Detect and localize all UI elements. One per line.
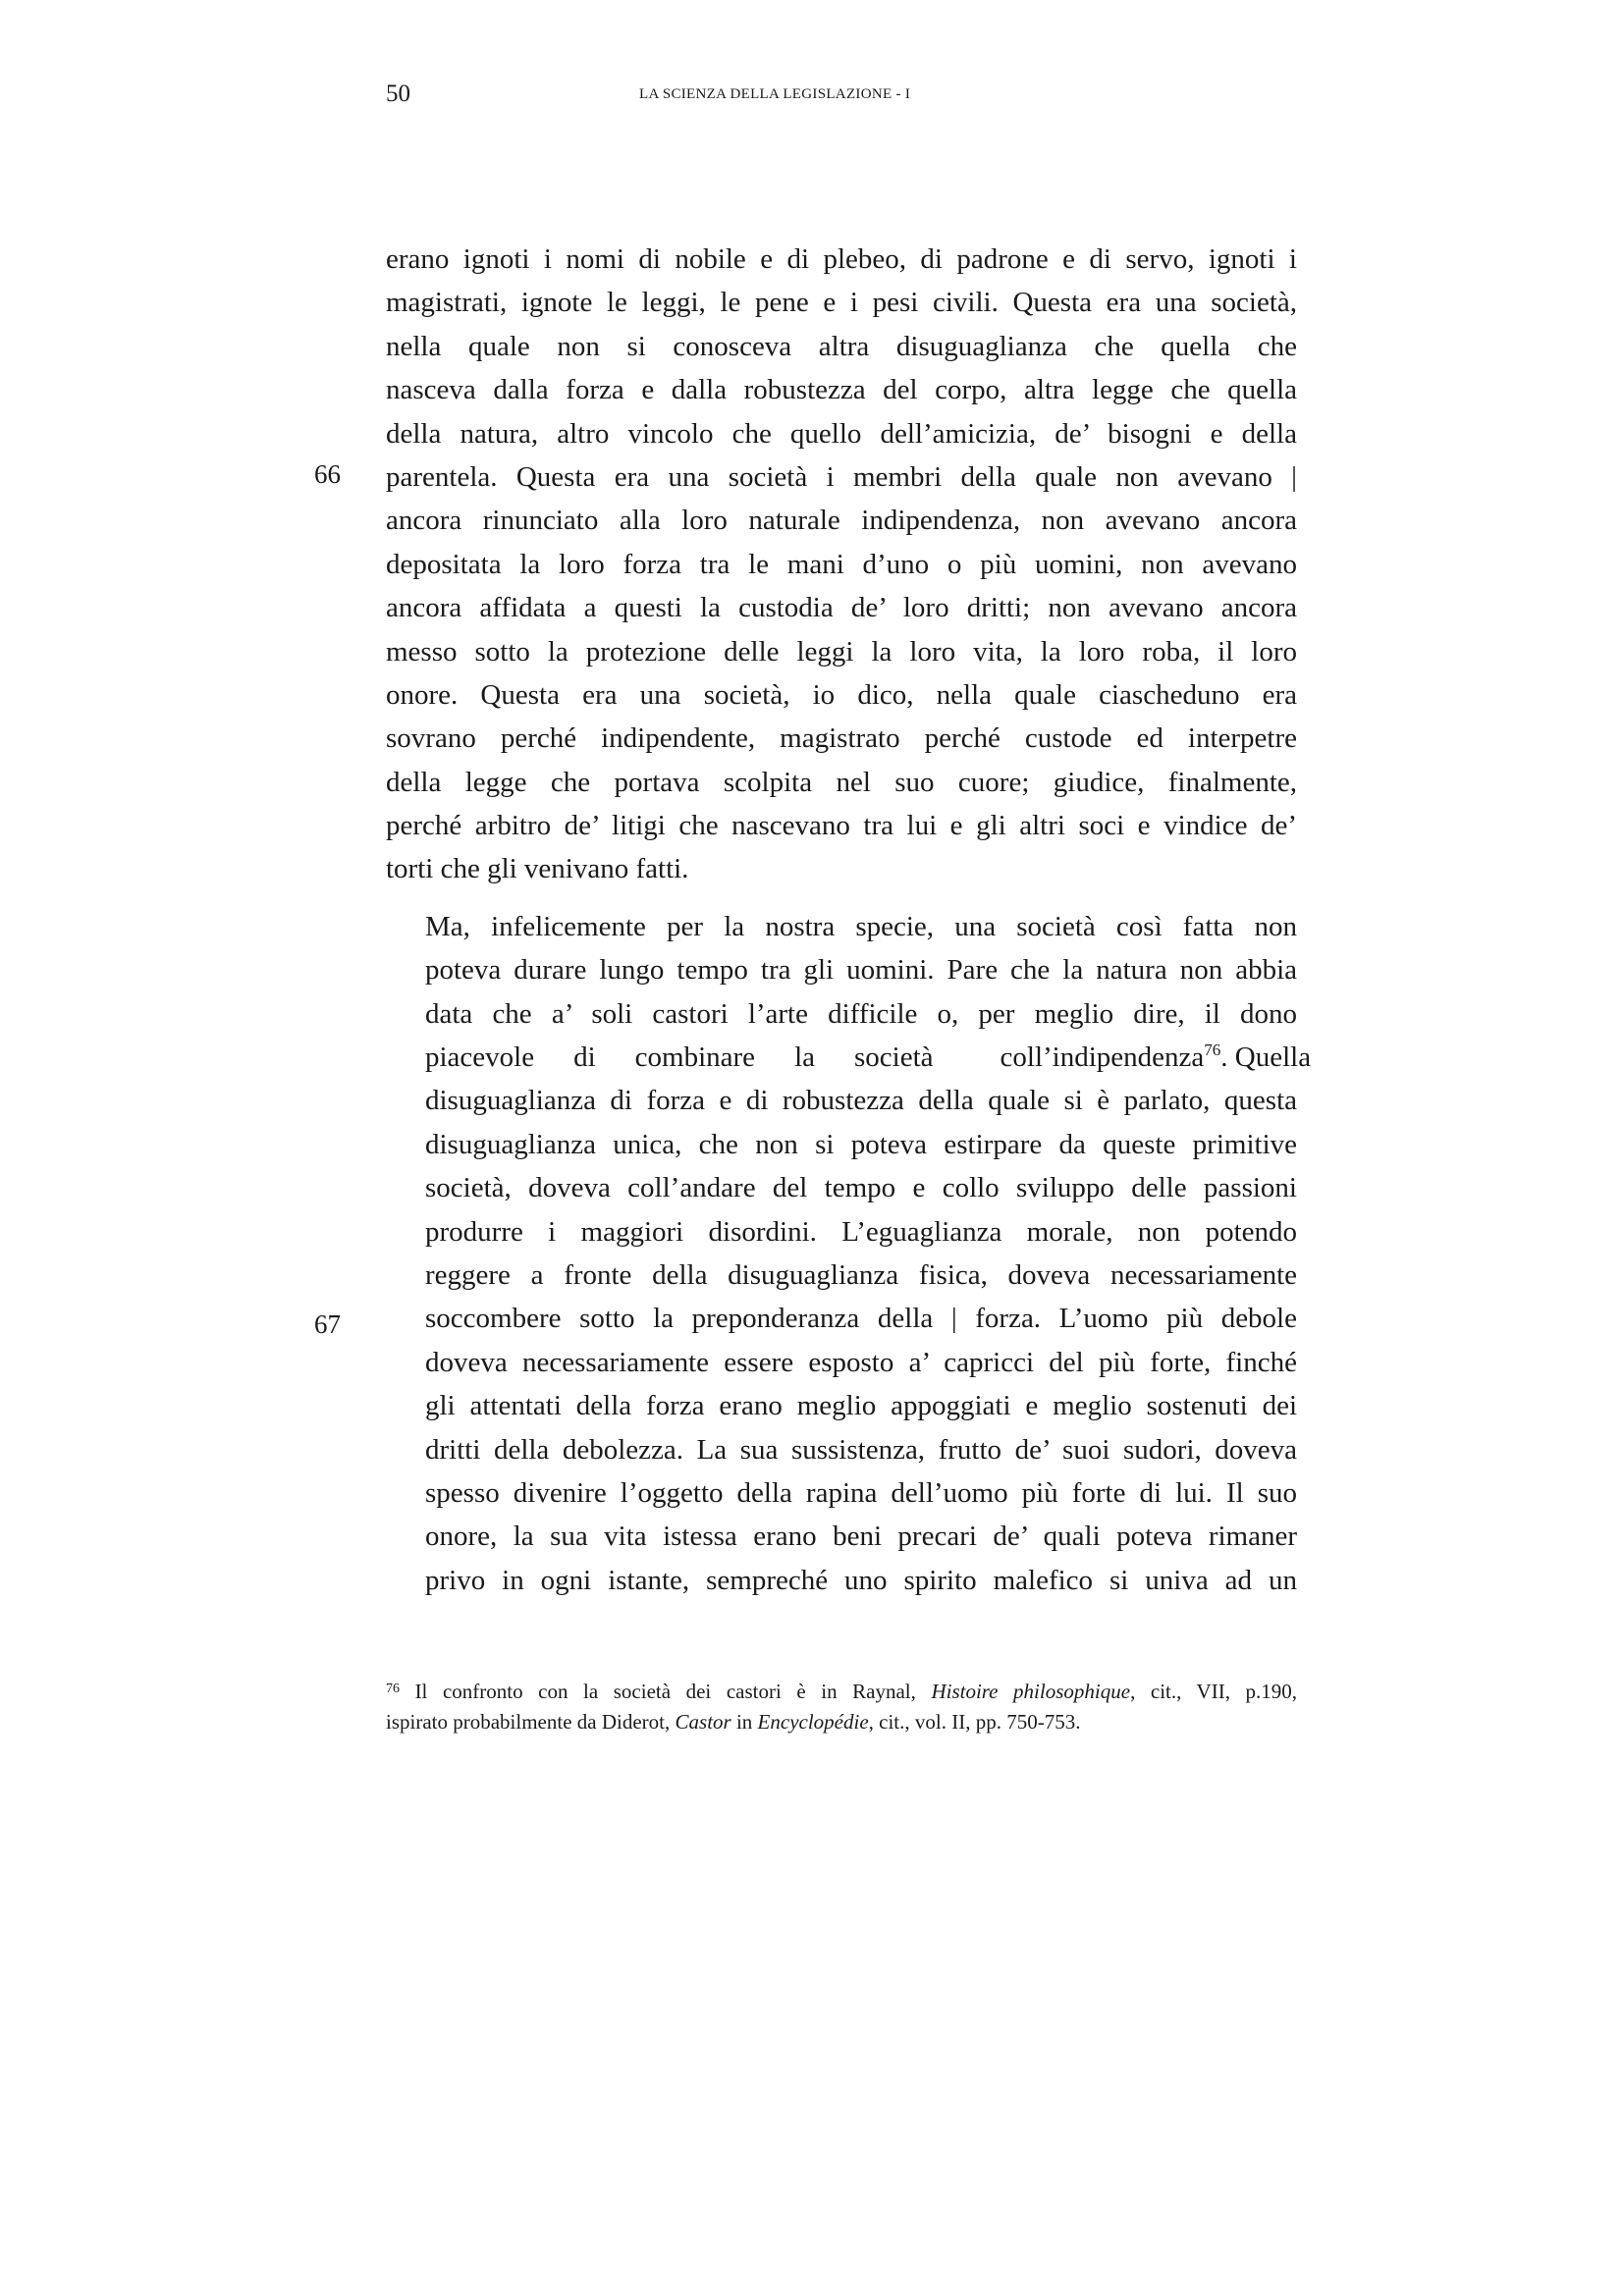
note-line-tail: . Quella — [1220, 1041, 1312, 1074]
text-line: gli attentati della forza erano meglio appoggiati e meglio sostenuti dei — [425, 1390, 1297, 1422]
footnote-text: Il confronto con la società dei castori è in Raynal, — [414, 1680, 916, 1703]
text-line: privo in ogni istante, sempreché uno spirito malefico si univa ad un — [425, 1564, 1297, 1596]
text-line: magistrati, ignote le leggi, le pene e i pesi civili. Questa era una società, — [386, 287, 1297, 319]
text-line: poteva durare lungo tempo tra gli uomini. Pare che la natura non abbia — [425, 954, 1297, 987]
note-line-word: di — [573, 1041, 596, 1074]
text-line: reggere a fronte della disuguaglianza fisica, doveva necessariamente — [425, 1258, 1297, 1291]
page-number: 50 — [386, 80, 410, 107]
footnote-76-line-2 — [386, 1707, 1297, 1737]
text-line: onore. Questa era una società, io dico, nella quale ciascheduno era — [386, 678, 1297, 711]
note-line-word: combinare — [634, 1041, 756, 1074]
text-line: messo sotto la protezione delle leggi la loro vita, la loro roba, il loro — [386, 635, 1297, 667]
text-line: doveva necessariamente essere esposto a’ capricci del più forte, finché — [425, 1346, 1297, 1378]
text-line: nasceva dalla forza e dalla robustezza del corpo, altra legge che quella — [386, 374, 1297, 406]
text-line: società, doveva coll’andare del tempo e collo sviluppo delle passioni — [425, 1172, 1297, 1204]
text-line: perché arbitro de’ litigi che nascevano tra lui e gli altri soci e vindice de’ — [386, 810, 1297, 842]
text-line: della legge che portava scolpita nel suo cuore; giudice, finalmente, — [386, 766, 1297, 798]
text-line: dritti della debolezza. La sua sussistenza, frutto de’ suoi sudori, doveva — [425, 1433, 1297, 1466]
paragraph-2 — [386, 905, 1312, 1602]
text-line: soccombere sotto la preponderanza della | forza. L’uomo più debole — [425, 1303, 1297, 1335]
text-line: nella quale non si conosceva altra disuguaglianza che quella che — [386, 330, 1297, 362]
footnotes — [386, 1677, 1297, 1737]
text-line: Ma, infelicemente per la nostra specie, una società così fatta non — [425, 910, 1297, 942]
text-line: ancora rinunciato alla loro naturale indipendenza, non avevano ancora — [386, 505, 1297, 537]
footnote-76-line-1 — [386, 1677, 1297, 1707]
text-line: torti che gli venivano fatti. — [386, 853, 689, 885]
running-title: LA SCIENZA DELLA LEGISLAZIONE - I — [639, 86, 911, 102]
text-line: disuguaglianza unica, che non si poteva estirpare da queste primitive — [425, 1128, 1297, 1160]
text-line: parentela. Questa era una società i membri della quale non avevano | — [386, 460, 1297, 493]
text-line-with-note-ref — [386, 1036, 1312, 1079]
footnote-text: ispirato probabilmente da Diderot, — [386, 1710, 671, 1734]
footnote-reference-76[interactable]: 76 — [1204, 1041, 1221, 1060]
footnote-text: , cit., VII, p.190, — [1130, 1680, 1298, 1703]
body-text — [386, 238, 1312, 1602]
footnote-text: , cit., vol. II, pp. 750-753. — [868, 1710, 1081, 1734]
note-line-word: società — [854, 1041, 934, 1074]
text-line: ancora affidata a questi la custodia de’ loro dritti; non avevano ancora — [386, 592, 1297, 624]
note-line-words — [386, 1036, 961, 1079]
footnote-text: in — [735, 1710, 753, 1734]
footnote-title-castor: Castor — [675, 1710, 731, 1734]
footnote-number: 76 — [386, 1682, 400, 1696]
text-line: disuguaglianza di forza e di robustezza della quale si è parlato, questa — [425, 1085, 1297, 1117]
footnote-title-histoire: Histoire philosophique — [931, 1680, 1131, 1703]
text-line: produrre i maggiori disordini. L’eguaglianza morale, non potendo — [425, 1215, 1297, 1248]
text-line: spesso divenire l’oggetto della rapina dell’uomo più forte di lui. Il suo — [425, 1476, 1297, 1509]
text-line: sovrano perché indipendente, magistrato perché custode ed interpetre — [386, 722, 1297, 755]
margin-page-ref-66: 66 — [314, 459, 341, 489]
text-line: erano ignoti i nomi di nobile e di plebeo, di padrone e di servo, ignoti i — [386, 243, 1297, 275]
text-line: onore, la sua vita istessa erano beni precari de’ quali poteva rimaner — [425, 1521, 1297, 1553]
margin-page-ref-67: 67 — [314, 1309, 341, 1339]
paragraph-1 — [386, 238, 1297, 891]
text-line: data che a’ soli castori l’arte difficile o, per meglio dire, il dono — [425, 997, 1297, 1030]
text-line: depositata la loro forza tra le mani d’uno o più uomini, non avevano — [386, 548, 1297, 580]
note-line-word: la — [794, 1041, 815, 1074]
running-head — [386, 77, 1297, 112]
footnote-title-encyclopedie: Encyclopédie — [757, 1710, 869, 1734]
note-line-end — [961, 1036, 1312, 1079]
text-line: della natura, altro vincolo che quello dell’amicizia, de’ bisogni e della — [386, 417, 1297, 450]
note-line-word: piacevole — [425, 1041, 535, 1074]
note-line-text-end: coll’indipendenza — [1000, 1041, 1205, 1074]
